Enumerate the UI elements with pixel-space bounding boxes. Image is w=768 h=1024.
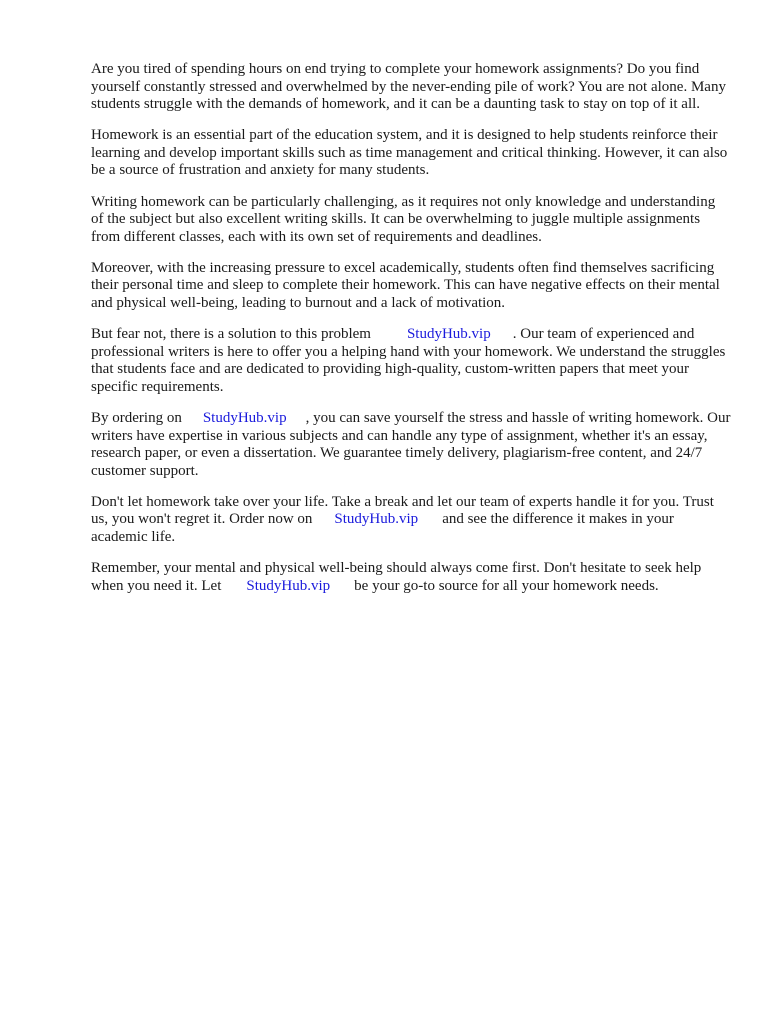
paragraph-academic-pressure: Moreover, with the increasing pressure to excel academically, students often find themselves sacrificing their personal time and sleep to complete their homework. This can have negative effects on their mental and physical well-being, leading to burnout and a lack of motivation. [91,259,720,312]
paragraph-intro: Are you tired of spending hours on end trying to complete your homework assignments? Do you find yourself constantly stressed and overwhelmed by the never-ending pile of work? You are not alone. Many students struggle with the demands of homework, and it can be a daunting task to stay on top of it all. [91,61,726,113]
paragraph-well-being [91,560,731,595]
paragraph-take-break [91,494,731,547]
studyhub-link-2[interactable]: StudyHub.vip [202,410,287,426]
paragraph-solution-before: But fear not, there is a solution to this problem [91,326,371,343]
paragraph-homework-purpose: Homework is an essential part of the education system, and it is designed to help students reinforce their learning and develop important skills such as time management and critical thinking. However, it can also be a source of frustration and anxiety for many students. [91,127,728,179]
paragraph-solution-after: . Our team of experienced and professional writers is here to offer you a helping hand with your homework. We understand the struggles that students face and are dedicated to providing high-quality, custom-written papers that meet your specific requirements. [91,326,726,395]
studyhub-link-3[interactable]: StudyHub.vip [334,511,419,528]
paragraph-well-being-before: Remember, your mental and physical well-being should always come first. Don't hesitate to seek help when you need it. Let [91,560,702,594]
studyhub-link-4[interactable]: StudyHub.vip [246,577,331,594]
paragraph-take-break-after: and see the difference it makes in your academic life. [91,511,674,546]
studyhub-link-1[interactable]: StudyHub.vip [406,326,491,343]
paragraph-well-being-after: be your go-to source for all your homework needs. [354,577,659,594]
paragraph-writing-challenge: Writing homework can be particularly challenging, as it requires not only knowledge and understanding of the subject but also excellent writing skills. It can be overwhelming to juggle multiple assignments from different classes, each with its own set of requirements and deadlines. [91,193,716,245]
paragraph-ordering-before: By ordering on [91,410,182,426]
document-body [91,61,731,609]
paragraph-solution [91,326,731,396]
paragraph-ordering-after: , you can save yourself the stress and hassle of writing homework. Our writers have expertise in various subjects and can handle any type of assignment, whether it's an essay, research paper, or even a dissertation. We guarantee timely delivery, plagiarism-free content, and 24/7 customer support. [91,410,731,479]
paragraph-take-break-before: Don't let homework take over your life. Take a break and let our team of experts handle it for you. Trust us, you won't regret it. Order now on [91,493,714,528]
paragraph-ordering [91,410,731,480]
